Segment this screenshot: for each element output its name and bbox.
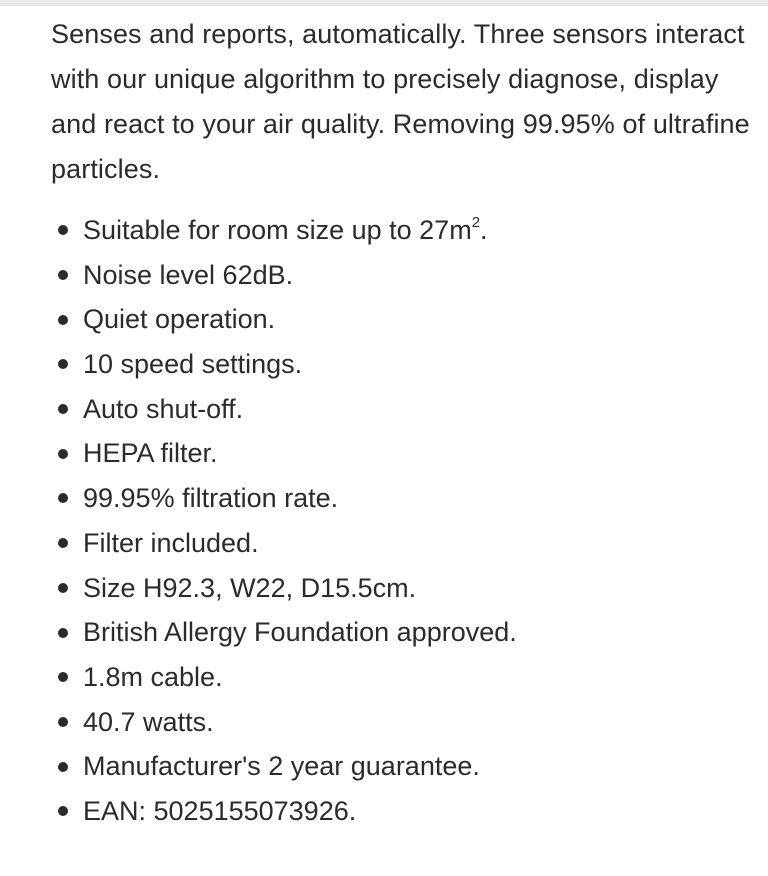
product-description-section <box>51 12 751 826</box>
product-description: Senses and reports, automatically. Three sensors interact with our unique algorithm to precisely diagnose, display and react to your air quality. Removing 99.95% of ultrafine particles. <box>51 19 750 184</box>
feature-label: 10 speed settings. <box>83 349 303 380</box>
bullet-icon <box>58 806 68 816</box>
bullet-icon <box>58 359 68 369</box>
feature-item <box>51 253 751 298</box>
bullet-icon <box>58 538 68 548</box>
feature-label: Auto shut-off. <box>83 393 244 424</box>
top-divider <box>0 0 768 6</box>
bullet-icon <box>58 762 68 772</box>
bullet-icon <box>58 672 68 682</box>
bullet-icon <box>58 270 68 280</box>
bullet-icon <box>58 628 68 638</box>
feature-item <box>51 342 751 387</box>
feature-label: Noise level 62dB. <box>83 259 294 290</box>
feature-label: British Allergy Foundation approved. <box>83 617 517 648</box>
feature-item <box>51 297 751 342</box>
feature-label: HEPA filter. <box>83 438 218 469</box>
feature-label: 1.8m cable. <box>83 661 223 692</box>
feature-item <box>51 566 751 611</box>
superscript-2: 2 <box>471 214 481 231</box>
feature-item <box>51 655 751 700</box>
feature-item <box>51 610 751 655</box>
bullet-icon <box>58 404 68 414</box>
feature-item <box>51 431 751 476</box>
feature-item <box>51 789 751 834</box>
feature-label: Manufacturer's 2 year guarantee. <box>83 751 480 782</box>
feature-room-size-text: Suitable for room size up to 27m <box>83 215 472 245</box>
feature-item <box>51 744 751 789</box>
bullet-icon <box>58 493 68 503</box>
feature-label: 40.7 watts. <box>83 706 214 737</box>
feature-item <box>51 387 751 432</box>
feature-item <box>51 700 751 745</box>
bullet-icon <box>58 717 68 727</box>
feature-label: 99.95% filtration rate. <box>83 483 339 514</box>
feature-item <box>51 521 751 566</box>
bullet-icon <box>58 583 68 593</box>
bullet-icon <box>58 449 68 459</box>
feature-label: Quiet operation. <box>83 304 276 335</box>
feature-list <box>51 208 751 834</box>
feature-label: Filter included. <box>83 527 259 558</box>
bullet-icon <box>58 315 68 325</box>
feature-item <box>51 476 751 521</box>
feature-label: Size H92.3, W22, D15.5cm. <box>83 572 417 603</box>
feature-label: EAN: 5025155073926. <box>83 795 357 826</box>
feature-item-room-size <box>51 208 751 253</box>
bullet-icon <box>58 225 68 235</box>
feature-room-size-suffix: . <box>480 215 488 245</box>
